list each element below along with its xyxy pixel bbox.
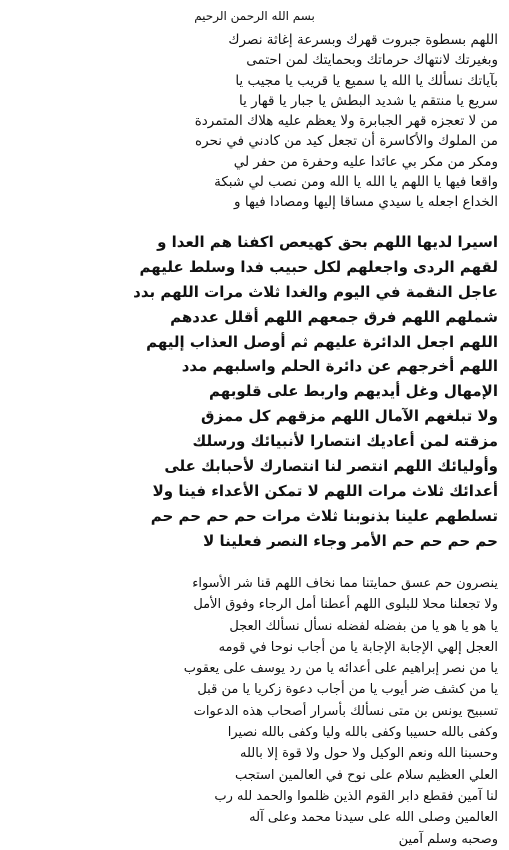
text-line: مزقته لمن أعاديك انتصارا لأنبيائك ورسلك bbox=[192, 432, 498, 451]
text-line: بآياتك نسألك يا الله يا سميع يا قريب يا مجيب يا bbox=[235, 72, 498, 89]
text-line: وحسبنا الله ونعم الوكيل ولا حول ولا قوة إلا بالله bbox=[240, 746, 498, 762]
paragraph-3 bbox=[12, 573, 498, 850]
text-line: وأوليائك اللهم انتصر لنا انتصارك لأحبابك على bbox=[164, 457, 498, 476]
text-line: وكفى بالله حسيبا وكفى بالله وليا وكفى بالله نصيرا bbox=[227, 725, 498, 741]
text-line: يا هو يا هو يا من بفضله لفضله نسأل نسألك العجل bbox=[229, 618, 498, 634]
text-line: وبغيرتك لانتهاك حرماتك وبحمايتك لمن احتمى bbox=[246, 52, 498, 69]
text-line: من الملوك والأكاسرة أن تجعل كيد من كادني في نحره bbox=[195, 133, 498, 150]
text-line: لقهم الردى واجعلهم لكل حبيب فدا وسلط عليهم bbox=[139, 257, 498, 276]
text-line: ولا تجعلنا محلا للبلوى اللهم أعطنا أمل الرجاء وفوق الأمل bbox=[193, 597, 498, 613]
text-line: الخداع اجعله يا سيدي مساقا إليها ومصادا فيها و bbox=[234, 194, 498, 211]
text-line: حم حم حم حم الأمر وجاء النصر فعلينا لا bbox=[203, 531, 498, 550]
text-line: تسلطهم علينا بذنوبنا ثلاث مرات حم حم حم حم bbox=[150, 506, 498, 525]
text-line: العالمين وصلى الله على سيدنا محمد وعلى آله bbox=[249, 810, 498, 826]
text-line: ومكر من مكر بي عائدا عليه وحفرة من حفر لي bbox=[233, 153, 498, 170]
text-line: تسبيح يونس بن متى نسألك بأسرار أصحاب هذه الدعوات bbox=[193, 703, 498, 719]
paragraph-1 bbox=[12, 30, 498, 213]
text-line: ينصرون حم عسق حمايتنا مما نخاف اللهم قنا شر الأسواء bbox=[192, 576, 498, 591]
text-line: اللهم أخرجهم عن دائرة الحلم واسلبهم مدد bbox=[181, 357, 498, 376]
text-line: عاجل النقمة في اليوم والغدا ثلاث مرات اللهم بدد bbox=[133, 282, 498, 301]
text-line: العلي العظيم سلام على نوح في العالمين استجب bbox=[234, 767, 498, 783]
text-line: يا من كشف ضر أيوب يا من أجاب دعوة زكريا يا من قبل bbox=[197, 682, 498, 698]
text-line: من لا تعجزه قهر الجبابرة ولا يعظم عليه هلاك المتمردة bbox=[194, 113, 498, 130]
text-line: شملهم اللهم فرق جمعهم اللهم أقلل عددهم bbox=[170, 307, 498, 326]
text-line: وصحبه وسلم آمين bbox=[398, 831, 498, 847]
text-line: اللهم بسطوة جبروت قهرك وبسرعة إغاثة نصرك bbox=[228, 32, 498, 48]
text-line: اللهم اجعل الدائرة عليهم ثم أوصل العذاب إليهم bbox=[146, 332, 498, 351]
text-line: لنا آمين فقطع دابر القوم الذين ظلموا والحمد لله رب bbox=[214, 788, 498, 804]
text-line: اسيرا لديها اللهم بحق كهيعص اكفنا هم العدا و bbox=[157, 233, 498, 251]
text-line: أعدائك ثلاث مرات اللهم لا تمكن الأعداء فينا ولا bbox=[152, 481, 498, 500]
text-line: الإمهال وغل أيديهم واربط على قلوبهم bbox=[209, 382, 498, 401]
basmala-heading: بسم الله الرحمن الرحيم bbox=[194, 9, 315, 23]
text-line: ولا تبلغهم الآمال اللهم مزقهم كل ممزق bbox=[201, 407, 498, 426]
text-line: واقعا فيها يا اللهم يا الله يا الله ومن نصب لي شبكة bbox=[214, 174, 498, 191]
text-line: العجل إلهي الإجابة الإجابة يا من أجاب نوحا في قومه bbox=[218, 639, 498, 655]
text-line: سريع يا منتقم يا شديد البطش يا جبار يا قهار يا bbox=[239, 92, 498, 109]
text-line: يا من نصر إبراهيم على أعدائه يا من رد يوسف على يعقوب bbox=[183, 661, 498, 677]
paragraph-2 bbox=[12, 230, 498, 554]
